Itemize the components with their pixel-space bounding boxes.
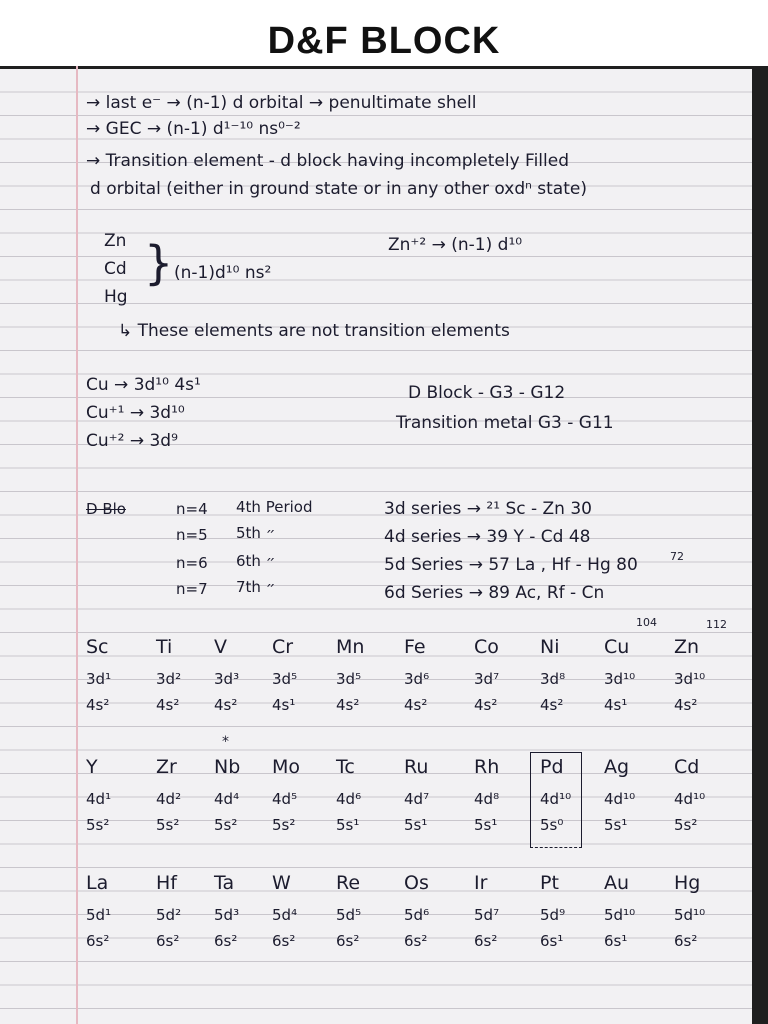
grouping-brace: } <box>144 236 174 290</box>
series4d-s-config: 5s² <box>86 816 110 834</box>
series5d-s-config: 6s¹ <box>604 932 628 950</box>
series3d-d-config: 3d³ <box>214 670 240 688</box>
page-title: D&F BLOCK <box>0 0 768 74</box>
series3d-element-symbol: Cu <box>604 636 630 658</box>
series4d-d-config: 4d¹⁰ <box>540 790 572 808</box>
series4d-d-config: 4d⁴ <box>214 790 240 808</box>
series5d-element-symbol: Os <box>404 872 429 894</box>
margin-line <box>76 66 78 1024</box>
series5d-d-config: 5d⁶ <box>404 906 430 924</box>
hf-atomic-number: 72 <box>670 550 684 563</box>
series-4d: 4d series → 39 Y - Cd 48 <box>384 527 591 547</box>
series3d-element-symbol: Co <box>474 636 499 658</box>
series5d-element-symbol: Ta <box>214 872 235 894</box>
series5d-element-symbol: Au <box>604 872 630 894</box>
series4d-d-config: 4d⁶ <box>336 790 362 808</box>
element-cd-label: Cd <box>104 259 127 279</box>
series5d-s-config: 6s² <box>474 932 498 950</box>
series4d-d-config: 4d² <box>156 790 182 808</box>
series5d-element-symbol: Ir <box>474 872 488 894</box>
series5d-d-config: 5d³ <box>214 906 240 924</box>
series4d-element-symbol: Rh <box>474 756 500 778</box>
series3d-element-symbol: Ni <box>540 636 560 658</box>
note-transition-definition: → Transition element - d block having incompletely Filled <box>86 151 570 171</box>
series5d-d-config: 5d¹ <box>86 906 112 924</box>
series5d-s-config: 6s² <box>214 932 238 950</box>
period-4-label: 4th Period <box>236 498 313 516</box>
zn-ion-config: Zn⁺² → (n-1) d¹⁰ <box>388 235 523 255</box>
series5d-s-config: 6s² <box>156 932 180 950</box>
series5d-s-config: 6s² <box>674 932 698 950</box>
series4d-element-symbol: Cd <box>674 756 700 778</box>
note-gec: → GEC → (n-1) d¹⁻¹⁰ ns⁰⁻² <box>86 119 301 139</box>
page-edge-shadow <box>752 66 768 1024</box>
series3d-element-symbol: Mn <box>336 636 365 658</box>
zn-group-config: (n-1)d¹⁰ ns² <box>174 263 272 283</box>
series3d-d-config: 3d¹⁰ <box>604 670 636 688</box>
series3d-d-config: 3d⁷ <box>474 670 500 688</box>
transition-metal-groups: Transition metal G3 - G11 <box>396 413 614 433</box>
series3d-element-symbol: Ti <box>156 636 173 658</box>
series3d-element-symbol: Zn <box>674 636 700 658</box>
series3d-d-config: 3d⁵ <box>336 670 362 688</box>
series5d-s-config: 6s¹ <box>540 932 564 950</box>
series3d-s-config: 4s² <box>156 696 180 714</box>
series3d-s-config: 4s² <box>474 696 498 714</box>
series5d-element-symbol: Hg <box>674 872 701 894</box>
series4d-s-config: 5s² <box>674 816 698 834</box>
series3d-d-config: 3d² <box>156 670 182 688</box>
series4d-d-config: 4d¹⁰ <box>604 790 636 808</box>
series3d-element-symbol: Fe <box>404 636 426 658</box>
series3d-element-symbol: V <box>214 636 227 658</box>
series5d-element-symbol: La <box>86 872 109 894</box>
struck-text: D Blo <box>86 500 126 518</box>
series3d-d-config: 3d¹⁰ <box>674 670 706 688</box>
rf-atomic-number: 104 <box>636 616 657 629</box>
series5d-d-config: 5d⁹ <box>540 906 566 924</box>
note-transition-definition-cont: d orbital (either in ground state or in any other oxdⁿ state) <box>90 179 587 199</box>
note-last-electron: → last e⁻ → (n-1) d orbital → penultimate shell <box>86 93 477 113</box>
series5d-s-config: 6s² <box>336 932 360 950</box>
series3d-s-config: 4s¹ <box>272 696 296 714</box>
series-6d: 6d Series → 89 Ac, Rf - Cn <box>384 583 605 603</box>
period-n7: n=7 <box>176 580 208 598</box>
series4d-s-config: 5s⁰ <box>540 816 564 834</box>
series3d-s-config: 4s² <box>404 696 428 714</box>
period-7-label: 7th ״ <box>236 578 276 596</box>
series4d-element-symbol: Y <box>86 756 98 778</box>
series4d-s-config: 5s² <box>272 816 296 834</box>
series3d-s-config: 4s² <box>336 696 360 714</box>
series5d-element-symbol: Re <box>336 872 361 894</box>
series4d-s-config: 5s² <box>156 816 180 834</box>
series4d-element-symbol: Zr <box>156 756 177 778</box>
not-transition-note: ↳ These elements are not transition elements <box>118 321 510 341</box>
period-n4: n=4 <box>176 500 208 518</box>
pd-exception-box <box>530 752 582 848</box>
series3d-s-config: 4s² <box>674 696 698 714</box>
series4d-element-symbol: Mo <box>272 756 301 778</box>
cu1-config: Cu⁺¹ → 3d¹⁰ <box>86 403 185 423</box>
series4d-s-config: 5s² <box>214 816 238 834</box>
series3d-d-config: 3d⁸ <box>540 670 566 688</box>
series4d-d-config: 4d¹ <box>86 790 112 808</box>
series4d-element-symbol: Ag <box>604 756 630 778</box>
series4d-s-config: 5s¹ <box>604 816 628 834</box>
series4d-d-config: 4d⁷ <box>404 790 430 808</box>
period-6-label: 6th ״ <box>236 552 276 570</box>
series4d-element-symbol: Nb <box>214 756 241 778</box>
series4d-element-symbol: Ru <box>404 756 429 778</box>
series5d-d-config: 5d² <box>156 906 182 924</box>
period-5-label: 5th ״ <box>236 524 276 542</box>
series5d-element-symbol: Pt <box>540 872 559 894</box>
element-zn-label: Zn <box>104 231 127 251</box>
series4d-d-config: 4d¹⁰ <box>674 790 706 808</box>
series3d-s-config: 4s² <box>540 696 564 714</box>
element-hg-label: Hg <box>104 287 128 307</box>
cn-atomic-number: 112 <box>706 618 727 631</box>
series5d-d-config: 5d⁵ <box>336 906 362 924</box>
series4d-s-config: 5s¹ <box>474 816 498 834</box>
series4d-d-config: 4d⁸ <box>474 790 500 808</box>
series3d-s-config: 4s² <box>86 696 110 714</box>
series5d-d-config: 5d¹⁰ <box>604 906 636 924</box>
series5d-d-config: 5d⁴ <box>272 906 298 924</box>
period-n5: n=5 <box>176 526 208 544</box>
nb-star-mark: * <box>222 734 229 750</box>
series4d-element-symbol: Tc <box>336 756 355 778</box>
period-n6: n=6 <box>176 554 208 572</box>
series5d-s-config: 6s² <box>272 932 296 950</box>
series5d-s-config: 6s² <box>404 932 428 950</box>
series3d-element-symbol: Cr <box>272 636 294 658</box>
series5d-s-config: 6s² <box>86 932 110 950</box>
series5d-d-config: 5d⁷ <box>474 906 500 924</box>
cu2-config: Cu⁺² → 3d⁹ <box>86 431 178 451</box>
series5d-d-config: 5d¹⁰ <box>674 906 706 924</box>
cu-config: Cu → 3d¹⁰ 4s¹ <box>86 375 201 395</box>
series4d-element-symbol: Pd <box>540 756 564 778</box>
series3d-s-config: 4s² <box>214 696 238 714</box>
series3d-d-config: 3d⁶ <box>404 670 430 688</box>
series3d-d-config: 3d¹ <box>86 670 112 688</box>
series3d-s-config: 4s¹ <box>604 696 628 714</box>
series4d-d-config: 4d⁵ <box>272 790 298 808</box>
series3d-element-symbol: Sc <box>86 636 109 658</box>
d-block-groups: D Block - G3 - G12 <box>408 383 566 403</box>
series4d-s-config: 5s¹ <box>336 816 360 834</box>
series5d-element-symbol: Hf <box>156 872 177 894</box>
series-3d: 3d series → ²¹ Sc - Zn 30 <box>384 499 592 519</box>
series-5d: 5d Series → 57 La , Hf - Hg 80 <box>384 555 638 575</box>
series3d-d-config: 3d⁵ <box>272 670 298 688</box>
series4d-s-config: 5s¹ <box>404 816 428 834</box>
series5d-element-symbol: W <box>272 872 291 894</box>
